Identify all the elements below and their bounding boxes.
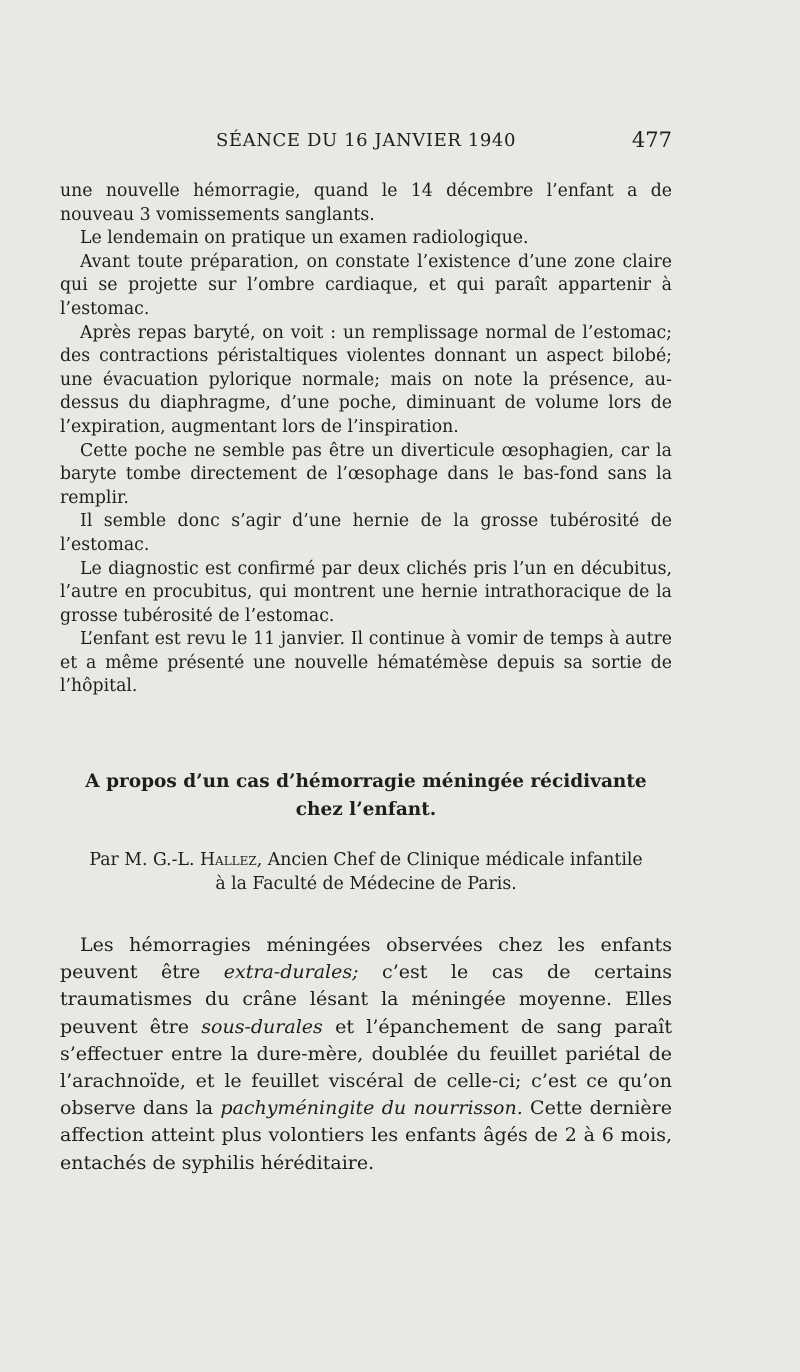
paragraph: L’enfant est revu le 11 janvier. Il continue à vomir de temps à autre et a même présenté une nouvelle hématémèse depuis sa sortie de l’hôpital. bbox=[60, 629, 672, 697]
author-name: Hallez bbox=[199, 850, 257, 870]
running-title: SÉANCE DU 16 JANVIER 1940 bbox=[215, 130, 517, 151]
italic-term: pachyméningite du nourrisson. bbox=[220, 1097, 523, 1120]
text-run: Cette dernière affection atteint plus volontiers les enfants âgés de 2 à 6 mois, entachés de syphilis héréditaire. bbox=[60, 1097, 672, 1174]
text-run: et l’épanchement de sang paraît s’effectuer entre la dure-mère, doublée du feuillet pariétal de l’arachnoïde, et le feuillet viscéral de celle-ci; c’est ce qu’on observe dans la bbox=[60, 1015, 672, 1120]
author-affiliation-line2: à la Faculté de Médecine de Paris. bbox=[215, 874, 517, 894]
running-header bbox=[60, 128, 672, 158]
byline-prefix: Par M. G.-L. bbox=[89, 850, 195, 870]
paragraph: une nouvelle hémorragie, quand le 14 décembre l’enfant a de nouveau 3 vomissements sanglants. bbox=[60, 181, 672, 225]
author-byline bbox=[60, 848, 672, 896]
article-title-line: A propos d’un cas d’hémorragie méningée récidivante bbox=[85, 771, 647, 792]
article-body-paragraph bbox=[60, 932, 672, 1177]
text-run: Les hémorragies méningées observées chez les enfants peuvent être bbox=[60, 934, 672, 984]
paragraph: Il semble donc s’agir d’une hernie de la grosse tubérosité de l’estomac. bbox=[60, 511, 672, 555]
article-title bbox=[60, 768, 672, 824]
italic-term: extra-durales; bbox=[223, 961, 359, 984]
case-report-continuation bbox=[60, 180, 672, 699]
page-number: 477 bbox=[631, 128, 672, 152]
paragraph: Le lendemain on pratique un examen radiologique. bbox=[80, 228, 529, 249]
article-title-line: chez l’enfant. bbox=[295, 799, 437, 820]
paragraph: Le diagnostic est confirmé par deux clichés pris l’un en décubitus, l’autre en procubitus, qui montrent une hernie intrathoracique de la grosse tubérosité de l’estomac. bbox=[60, 558, 672, 626]
italic-term: sous-durales bbox=[201, 1015, 323, 1038]
text-run: c’est le cas de certains traumatismes du crâne lésant la méningée moyenne. Elles peuvent être bbox=[60, 961, 672, 1038]
paragraph: Après repas baryté, on voit : un remplissage normal de l’estomac; des contractions péristaltiques violentes donnant un aspect bilobé; une évacuation pylorique normale; mais on note la présence, au-dessus du diaphragme, d’une poche, diminuant de volume lors de l’expiration, augmentant lors de l’inspiration. bbox=[60, 322, 672, 437]
paragraph: Avant toute préparation, on constate l’existence d’une zone claire qui se projette sur l’ombre cardiaque, et qui paraît appartenir à l’estomac. bbox=[60, 251, 672, 319]
paragraph: Cette poche ne semble pas être un diverticule œsophagien, car la baryte tombe directement de l’œsophage dans le bas-fond sans la remplir. bbox=[60, 440, 672, 508]
author-affiliation: , Ancien Chef de Clinique médicale infantile bbox=[256, 850, 643, 870]
